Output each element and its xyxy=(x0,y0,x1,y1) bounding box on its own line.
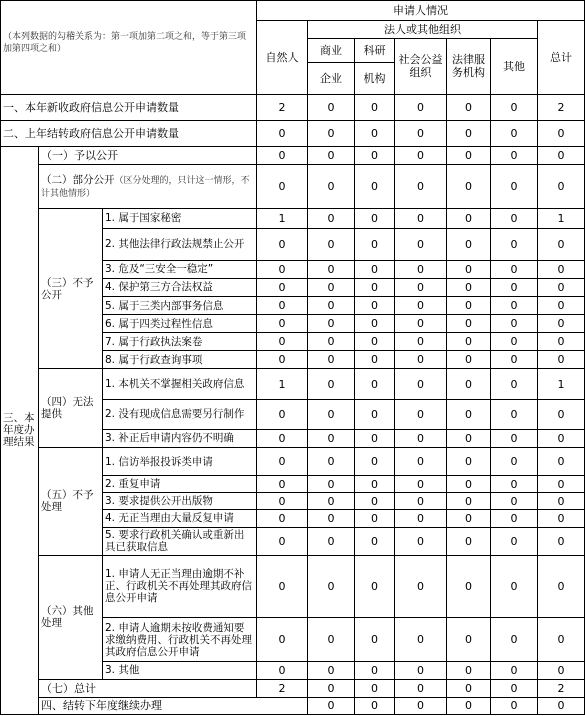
cell-other: 0 xyxy=(538,697,585,714)
cell-commercial: 0 xyxy=(308,296,355,314)
cell-commercial: 0 xyxy=(355,697,395,714)
cell-social: 0 xyxy=(395,315,447,333)
group-3-label: （三）不予公开 xyxy=(39,209,103,369)
cell-other: 0 xyxy=(491,510,538,527)
cell-natural: 2 xyxy=(257,679,308,697)
row-label: 二、上年结转政府信息公开申请数量 xyxy=(1,120,257,146)
cell-social: 0 xyxy=(395,429,447,447)
cell-social: 0 xyxy=(395,448,447,476)
cell-social: 0 xyxy=(447,697,491,714)
cell-total: 1 xyxy=(538,209,585,228)
cell-total: 0 xyxy=(538,476,585,493)
cell-legal: 0 xyxy=(447,333,491,351)
cell-total: 0 xyxy=(538,510,585,527)
cell-research: 0 xyxy=(355,555,395,617)
cell-research: 0 xyxy=(395,697,447,714)
cell-research: 0 xyxy=(355,209,395,228)
cell-natural: 0 xyxy=(257,228,308,260)
cell-research: 0 xyxy=(355,662,395,679)
cell-natural: 0 xyxy=(257,662,308,679)
cell-natural: 0 xyxy=(257,618,308,662)
header-applicant: 申请人情况 xyxy=(257,1,585,21)
header-other: 其他 xyxy=(491,39,538,94)
cell-social: 0 xyxy=(395,351,447,369)
cell-other: 0 xyxy=(491,555,538,617)
cell-research: 0 xyxy=(355,94,395,120)
row-label: 一、本年新收政府信息公开申请数量 xyxy=(1,94,257,120)
cell-commercial: 0 xyxy=(308,146,355,164)
cell-commercial: 0 xyxy=(308,278,355,296)
cell-other: 0 xyxy=(491,278,538,296)
cell-social: 0 xyxy=(395,333,447,351)
cell-other: 0 xyxy=(491,399,538,429)
cell-legal: 0 xyxy=(447,165,491,209)
cell-natural: 0 xyxy=(308,697,355,714)
cell-total: 0 xyxy=(538,120,585,146)
cell-legal: 0 xyxy=(447,351,491,369)
cell-total: 2 xyxy=(538,94,585,120)
cell-legal: 0 xyxy=(447,315,491,333)
cell-other: 0 xyxy=(491,228,538,260)
cell-natural: 0 xyxy=(257,429,308,447)
cell-social: 0 xyxy=(395,278,447,296)
row-label: 7. 属于行政执法案卷 xyxy=(103,333,257,351)
cell-social: 0 xyxy=(395,510,447,527)
group-5-label: （五）不予处理 xyxy=(39,448,103,556)
cell-total: 0 xyxy=(538,278,585,296)
header-total: 总计 xyxy=(538,21,585,94)
cell-commercial: 0 xyxy=(308,527,355,555)
cell-research: 0 xyxy=(355,510,395,527)
cell-total: 0 xyxy=(538,493,585,510)
cell-other: 0 xyxy=(491,351,538,369)
cell-commercial: 0 xyxy=(308,369,355,399)
cell-commercial: 0 xyxy=(308,476,355,493)
row-label: 5. 属于三类内部事务信息 xyxy=(103,296,257,314)
cell-research: 0 xyxy=(355,527,395,555)
cell-other: 0 xyxy=(491,429,538,447)
cell-legal: 0 xyxy=(447,510,491,527)
cell-research: 0 xyxy=(355,618,395,662)
cell-other: 0 xyxy=(491,679,538,697)
cell-social: 0 xyxy=(395,476,447,493)
cell-social: 0 xyxy=(395,120,447,146)
cell-research: 0 xyxy=(355,351,395,369)
row-label: 四、结转下年度继续办理 xyxy=(39,697,308,714)
cell-natural: 0 xyxy=(257,146,308,164)
cell-legal: 0 xyxy=(447,260,491,278)
cell-natural: 0 xyxy=(257,333,308,351)
cell-legal: 0 xyxy=(447,146,491,164)
cell-natural: 0 xyxy=(257,510,308,527)
row-label: 2. 重复申请 xyxy=(103,476,257,493)
cell-total: 0 xyxy=(538,618,585,662)
cell-legal: 0 xyxy=(447,278,491,296)
cell-research: 0 xyxy=(355,260,395,278)
cell-natural: 0 xyxy=(257,351,308,369)
cell-other: 0 xyxy=(491,662,538,679)
cell-legal: 0 xyxy=(447,555,491,617)
cell-total: 2 xyxy=(538,679,585,697)
cell-total: 0 xyxy=(538,315,585,333)
cell-natural: 0 xyxy=(257,278,308,296)
cell-research: 0 xyxy=(355,296,395,314)
cell-research: 0 xyxy=(355,476,395,493)
cell-commercial: 0 xyxy=(308,333,355,351)
cell-other: 0 xyxy=(491,333,538,351)
cell-social: 0 xyxy=(395,555,447,617)
cell-other: 0 xyxy=(491,618,538,662)
header-legal-person: 法人或其他组织 xyxy=(308,21,538,39)
cell-research: 0 xyxy=(355,369,395,399)
cell-commercial: 0 xyxy=(308,662,355,679)
row-label: 5. 要求行政机关确认或重新出具已获取信息 xyxy=(103,527,257,555)
cell-social: 0 xyxy=(395,493,447,510)
row-label: 2. 申请人逾期未按收费通知要求缴纳费用、行政机关不再处理其政府信息公开申请 xyxy=(103,618,257,662)
cell-social: 0 xyxy=(395,369,447,399)
cell-commercial: 0 xyxy=(308,260,355,278)
cell-natural: 2 xyxy=(257,94,308,120)
cell-commercial: 0 xyxy=(308,679,355,697)
cell-total: 1 xyxy=(538,369,585,399)
cell-other: 0 xyxy=(491,493,538,510)
cell-social: 0 xyxy=(395,618,447,662)
cell-other: 0 xyxy=(491,146,538,164)
cell-total: 0 xyxy=(538,228,585,260)
cell-research: 0 xyxy=(355,120,395,146)
cell-total: 0 xyxy=(538,399,585,429)
cell-social: 0 xyxy=(395,679,447,697)
cell-legal: 0 xyxy=(447,228,491,260)
cell-legal: 0 xyxy=(447,493,491,510)
cell-social: 0 xyxy=(395,260,447,278)
header-research-2: 机构 xyxy=(355,63,395,94)
cell-legal: 0 xyxy=(491,697,538,714)
cell-research: 0 xyxy=(355,399,395,429)
cell-natural: 0 xyxy=(257,315,308,333)
section-3-label: 三、本年度办理结果 xyxy=(1,146,39,714)
row-label: （七）总计 xyxy=(39,679,257,697)
cell-natural: 1 xyxy=(257,369,308,399)
cell-research: 0 xyxy=(355,278,395,296)
cell-total: 0 xyxy=(538,555,585,617)
cell-commercial: 0 xyxy=(308,448,355,476)
partial-label: （二）部分公开 xyxy=(41,173,115,186)
header-legal-service: 法律服务机构 xyxy=(447,39,491,94)
cell-commercial: 0 xyxy=(308,429,355,447)
cell-commercial: 0 xyxy=(308,351,355,369)
cell-social: 0 xyxy=(395,228,447,260)
cell-total: 0 xyxy=(538,429,585,447)
cell-natural: 0 xyxy=(257,476,308,493)
cell-research: 0 xyxy=(355,165,395,209)
cell-research: 0 xyxy=(355,228,395,260)
row-label: 1. 本机关不掌握相关政府信息 xyxy=(103,369,257,399)
row-label: 4. 保护第三方合法权益 xyxy=(103,278,257,296)
cell-natural: 0 xyxy=(257,260,308,278)
cell-legal: 0 xyxy=(447,209,491,228)
group-6-label: （六）其他处理 xyxy=(39,555,103,679)
header-natural-person: 自然人 xyxy=(257,21,308,94)
cell-research: 0 xyxy=(355,493,395,510)
cell-legal: 0 xyxy=(447,429,491,447)
row-label: 3. 其他 xyxy=(103,662,257,679)
cell-social: 0 xyxy=(395,527,447,555)
cell-social: 0 xyxy=(395,146,447,164)
cell-legal: 0 xyxy=(447,296,491,314)
cell-legal: 0 xyxy=(447,618,491,662)
header-note: （本列数据的勾稽关系为：第一项加第二项之和，等于第三项加第四项之和） xyxy=(1,1,257,95)
cell-other: 0 xyxy=(491,476,538,493)
cell-total: 0 xyxy=(538,260,585,278)
cell-natural: 1 xyxy=(257,209,308,228)
partial-note: （区分处理的，只计这一情形，不计其他情形） xyxy=(41,175,250,199)
cell-other: 0 xyxy=(491,315,538,333)
group-4-label: （四）无法提供 xyxy=(39,369,103,448)
row-label-partial xyxy=(39,165,257,209)
cell-natural: 0 xyxy=(257,448,308,476)
row-label: 1. 属于国家秘密 xyxy=(103,209,257,228)
cell-legal: 0 xyxy=(447,476,491,493)
cell-commercial: 0 xyxy=(308,493,355,510)
cell-natural: 0 xyxy=(257,120,308,146)
cell-total: 0 xyxy=(538,351,585,369)
cell-legal: 0 xyxy=(447,94,491,120)
cell-natural: 0 xyxy=(257,555,308,617)
cell-commercial: 0 xyxy=(308,209,355,228)
cell-commercial: 0 xyxy=(308,165,355,209)
cell-social: 0 xyxy=(395,399,447,429)
cell-legal: 0 xyxy=(447,120,491,146)
cell-natural: 0 xyxy=(257,165,308,209)
cell-total: 0 xyxy=(538,296,585,314)
header-social: 社会公益组织 xyxy=(395,39,447,94)
cell-other: 0 xyxy=(491,120,538,146)
cell-legal: 0 xyxy=(447,369,491,399)
cell-research: 0 xyxy=(355,679,395,697)
cell-natural: 0 xyxy=(257,296,308,314)
cell-other: 0 xyxy=(491,209,538,228)
cell-total: 0 xyxy=(538,527,585,555)
cell-commercial: 0 xyxy=(308,618,355,662)
row-label: 4. 无正当理由大量反复申请 xyxy=(103,510,257,527)
row-label: 3. 要求提供公开出版物 xyxy=(103,493,257,510)
cell-commercial: 0 xyxy=(308,555,355,617)
header-commercial-2: 企业 xyxy=(308,63,355,94)
cell-total: 0 xyxy=(538,662,585,679)
row-label: 2. 没有现成信息需要另行制作 xyxy=(103,399,257,429)
cell-commercial: 0 xyxy=(308,228,355,260)
cell-total: 0 xyxy=(538,165,585,209)
cell-legal: 0 xyxy=(447,448,491,476)
cell-social: 0 xyxy=(395,296,447,314)
cell-legal: 0 xyxy=(447,662,491,679)
cell-legal: 0 xyxy=(447,527,491,555)
cell-commercial: 0 xyxy=(308,399,355,429)
cell-other: 0 xyxy=(491,94,538,120)
cell-other: 0 xyxy=(491,448,538,476)
cell-social: 0 xyxy=(395,209,447,228)
header-research-1: 科研 xyxy=(355,39,395,63)
cell-other: 0 xyxy=(491,296,538,314)
cell-commercial: 0 xyxy=(308,315,355,333)
cell-total: 0 xyxy=(538,146,585,164)
cell-research: 0 xyxy=(355,146,395,164)
cell-social: 0 xyxy=(395,165,447,209)
cell-other: 0 xyxy=(491,369,538,399)
cell-social: 0 xyxy=(395,662,447,679)
cell-other: 0 xyxy=(491,260,538,278)
cell-natural: 0 xyxy=(257,527,308,555)
row-label: 1. 信访举报投诉类申请 xyxy=(103,448,257,476)
cell-total: 0 xyxy=(538,333,585,351)
cell-total: 0 xyxy=(538,448,585,476)
row-label: 8. 属于行政查询事项 xyxy=(103,351,257,369)
row-label: 6. 属于四类过程性信息 xyxy=(103,315,257,333)
cell-research: 0 xyxy=(355,429,395,447)
cell-natural: 0 xyxy=(257,493,308,510)
cell-natural: 0 xyxy=(257,399,308,429)
cell-social: 0 xyxy=(395,94,447,120)
cell-research: 0 xyxy=(355,315,395,333)
row-label: 3. 补正后申请内容仍不明确 xyxy=(103,429,257,447)
row-label: 2. 其他法律行政法规禁止公开 xyxy=(103,228,257,260)
cell-legal: 0 xyxy=(447,399,491,429)
row-label: 1. 申请人无正当理由逾期不补正、行政机关不再处理其政府信息公开申请 xyxy=(103,555,257,617)
cell-research: 0 xyxy=(355,448,395,476)
cell-other: 0 xyxy=(491,527,538,555)
row-label: （一）予以公开 xyxy=(39,146,257,164)
header-commercial-1: 商业 xyxy=(308,39,355,63)
cell-commercial: 0 xyxy=(308,510,355,527)
cell-commercial: 0 xyxy=(308,120,355,146)
cell-research: 0 xyxy=(355,333,395,351)
cell-other: 0 xyxy=(491,165,538,209)
row-label: 3. 危及“三安全一稳定” xyxy=(103,260,257,278)
cell-legal: 0 xyxy=(447,679,491,697)
cell-commercial: 0 xyxy=(308,94,355,120)
